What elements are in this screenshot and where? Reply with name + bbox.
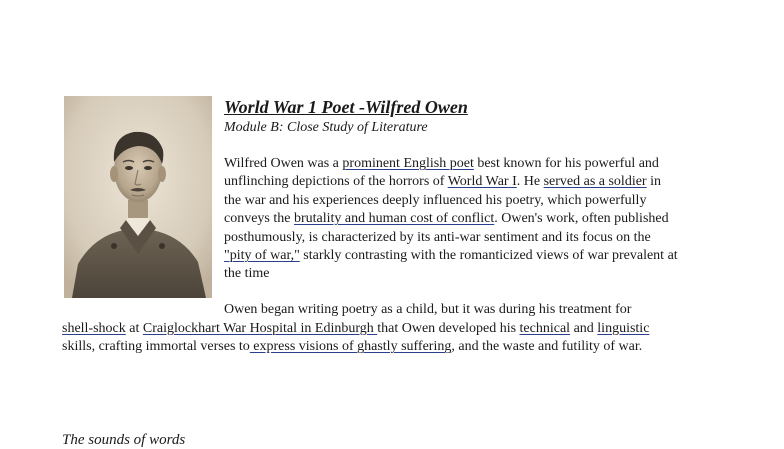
hyperlink[interactable]: served as a soldier <box>543 174 647 190</box>
text-span: . He <box>516 174 544 190</box>
text-span: the war and his experiences deeply influenced his poetry, which powerfully <box>224 192 647 208</box>
text-span: , and the waste and futility of war. <box>451 339 643 355</box>
hyperlink[interactable]: linguistic <box>597 320 650 336</box>
hyperlink[interactable]: prominent English poet <box>342 156 474 171</box>
text-span: and <box>570 320 598 336</box>
text-line <box>62 320 742 339</box>
text-span: Owen began writing poetry as a child, but it was during his treatment for <box>224 302 632 317</box>
hyperlink[interactable]: technical <box>519 320 571 336</box>
text-line <box>224 155 730 173</box>
section-heading: The sounds of words <box>62 432 186 448</box>
intro-paragraph <box>224 155 730 284</box>
text-span: that Owen developed his <box>377 320 520 336</box>
text-span: Wilfred Owen was a <box>224 156 343 171</box>
text-line <box>224 210 730 228</box>
text-span: starkly contrasting with the romanticized views of war prevalent at <box>299 248 678 264</box>
hyperlink[interactable]: shell-shock <box>62 320 126 336</box>
text-span: skills, crafting immortal verses to <box>62 339 250 355</box>
text-span: . Owen's work, often published <box>494 211 669 227</box>
text-line <box>224 192 730 210</box>
text-span: posthumously, is characterized by its anti-war sentiment and its focus on the <box>224 229 651 245</box>
text-line <box>224 173 730 191</box>
hyperlink[interactable]: express visions of ghastly suffering <box>249 339 452 355</box>
hyperlink[interactable]: "pity of war," <box>224 248 300 264</box>
text-span: best known for his powerful and <box>473 156 659 171</box>
hyperlink[interactable]: World War I <box>447 174 517 190</box>
text-span: in <box>646 174 661 190</box>
text-span: the time <box>224 266 270 282</box>
text-span: unflinching depictions of the horrors of <box>224 174 448 190</box>
document-subtitle: Module B: Close Study of Literature <box>224 120 428 135</box>
text-line <box>224 247 730 265</box>
text-line <box>62 301 742 320</box>
text-line <box>62 338 742 357</box>
text-line <box>224 265 730 283</box>
text-line <box>224 229 730 247</box>
document-title: World War 1 Poet -Wilfred Owen <box>224 97 468 117</box>
early-life-paragraph <box>62 301 742 357</box>
text-span: conveys the <box>224 211 294 227</box>
portrait-photo <box>64 96 212 298</box>
text-span: at <box>125 320 143 336</box>
hyperlink[interactable]: Craiglockhart War Hospital in Edinburgh <box>142 320 378 336</box>
hyperlink[interactable]: brutality and human cost of conflict <box>293 211 495 227</box>
